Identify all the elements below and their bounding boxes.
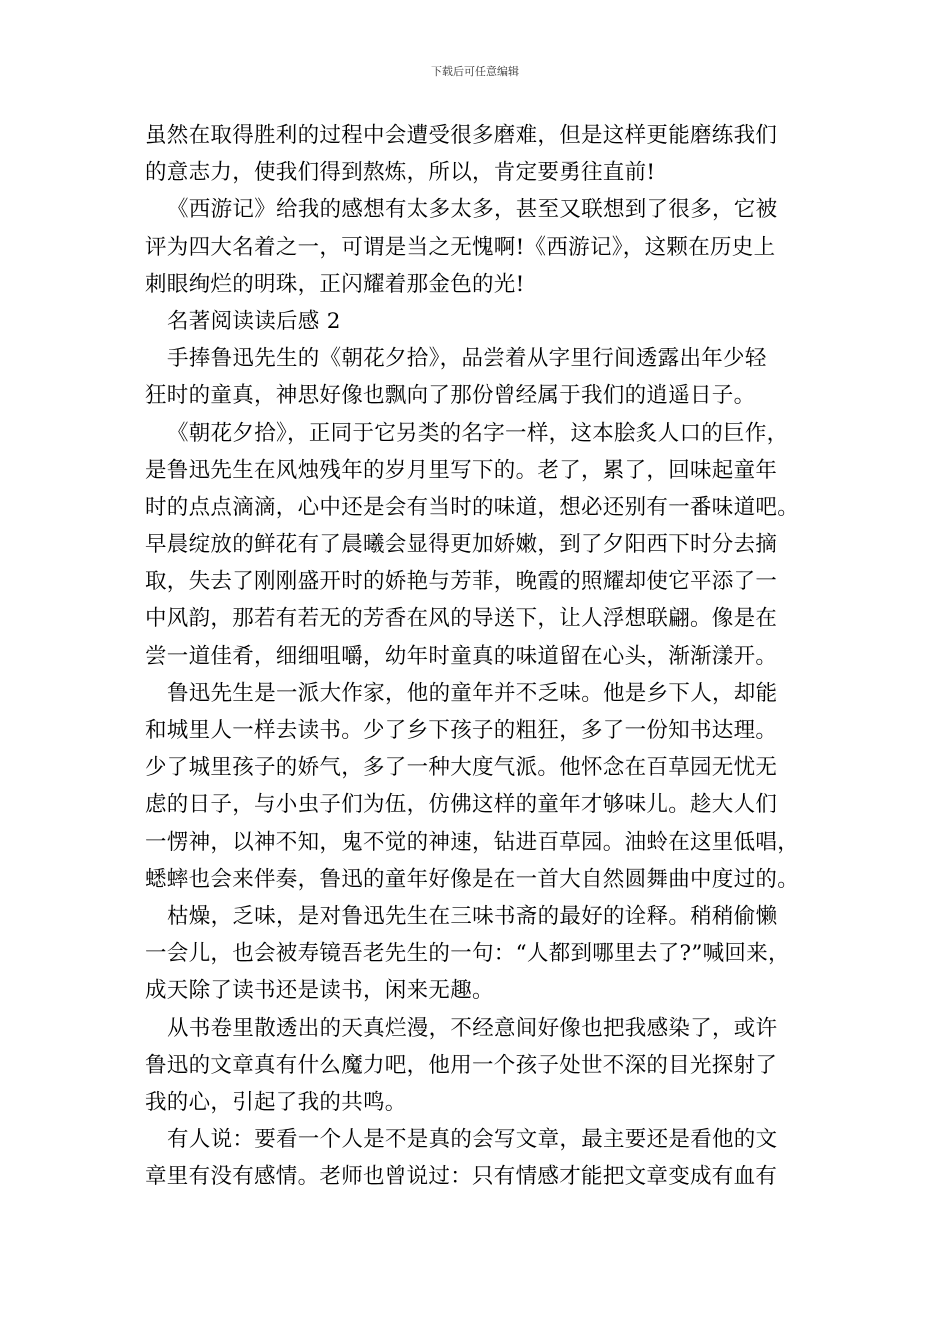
text-line: 从书卷里散透出的天真烂漫，不经意间好像也把我感染了，或许: [167, 1015, 778, 1041]
text-line: 尝一道佳肴，细细咀嚼，幼年时童真的味道留在心头，渐渐漾开。: [145, 643, 778, 669]
text-line: 枯燥，乏味，是对鲁迅先生在三味书斋的最好的诠释。稍稍偷懒: [167, 903, 778, 929]
text-line: 是鲁迅先生在风烛残年的岁月里写下的。老了，累了，回味起童年: [145, 457, 778, 483]
text-line: 评为四大名着之一，可谓是当之无愧啊!《西游记》，这颗在历史上: [145, 234, 776, 260]
text-line: 刺眼绚烂的明珠，正闪耀着那金色的光!: [145, 271, 525, 297]
text-line: 的意志力，使我们得到熬炼，所以，肯定要勇往直前!: [145, 160, 656, 186]
text-line: 取，失去了刚刚盛开时的娇艳与芳菲，晚霞的照耀却使它平添了一: [145, 569, 778, 595]
text-line: 成天除了读书还是读书，闲来无趣。: [145, 978, 494, 1004]
text-line: 手捧鲁迅先生的《朝花夕拾》，品尝着从字里行间透露出年少轻: [167, 346, 767, 372]
text-line: 鲁迅先生是一派大作家，他的童年并不乏味。他是乡下人，却能: [167, 680, 778, 706]
text-line: 少了城里孩子的娇气，多了一种大度气派。他怀念在百草园无忧无: [145, 755, 778, 781]
text-line: 虽然在取得胜利的过程中会遭受很多磨难，但是这样更能磨练我们: [145, 123, 778, 148]
page-header: 下载后可任意编辑: [431, 65, 519, 78]
text-line: 和城里人一样去读书。少了乡下孩子的粗狂，多了一份知书达理。: [145, 718, 778, 743]
text-line: 蟋蟀也会来伴奏，鲁迅的童年好像是在一首大自然圆舞曲中度过的。: [145, 866, 800, 892]
text-line: 我的心，引起了我的共鸣。: [145, 1089, 407, 1115]
text-line: 早晨绽放的鲜花有了晨曦会显得更加娇嫩，到了夕阳西下时分去摘: [145, 532, 778, 558]
section-heading: 名著阅读读后感 2: [167, 308, 341, 334]
text-line: 有人说：要看一个人是不是真的会写文章，最主要还是看他的文: [167, 1127, 778, 1153]
text-line: 中风韵，那若有若无的芳香在风的导送下，让人浮想联翩。像是在: [145, 606, 778, 632]
text-line: 《朝花夕拾》，正同于它另类的名字一样，这本脍炙人口的巨作，: [167, 420, 789, 446]
text-line: 时的点点滴滴，心中还是会有当时的味道，想必还别有一番味道吧。: [145, 494, 800, 520]
text-line: 鲁迅的文章真有什么魔力吧，他用一个孩子处世不深的目光探射了: [145, 1052, 778, 1078]
document-body: [145, 117, 820, 1195]
text-line: 《西游记》给我的感想有太多太多，甚至又联想到了很多，它被: [167, 197, 778, 223]
text-line: 一愣神，以神不知，鬼不觉的神速，钻进百草园。油蛉在这里低唱，: [145, 829, 800, 855]
text-line: 狂时的童真，神思好像也飘向了那份曾经属于我们的逍遥日子。: [145, 383, 756, 409]
text-line: 章里有没有感情。老师也曾说过：只有情感才能把文章变成有血有: [145, 1164, 778, 1190]
text-line: 虑的日子，与小虫子们为伍，仿佛这样的童年才够味儿。趁大人们: [145, 792, 778, 818]
text-line: 一会儿，也会被寿镜吾老先生的一句：“人都到哪里去了?”喊回来，: [145, 941, 790, 967]
